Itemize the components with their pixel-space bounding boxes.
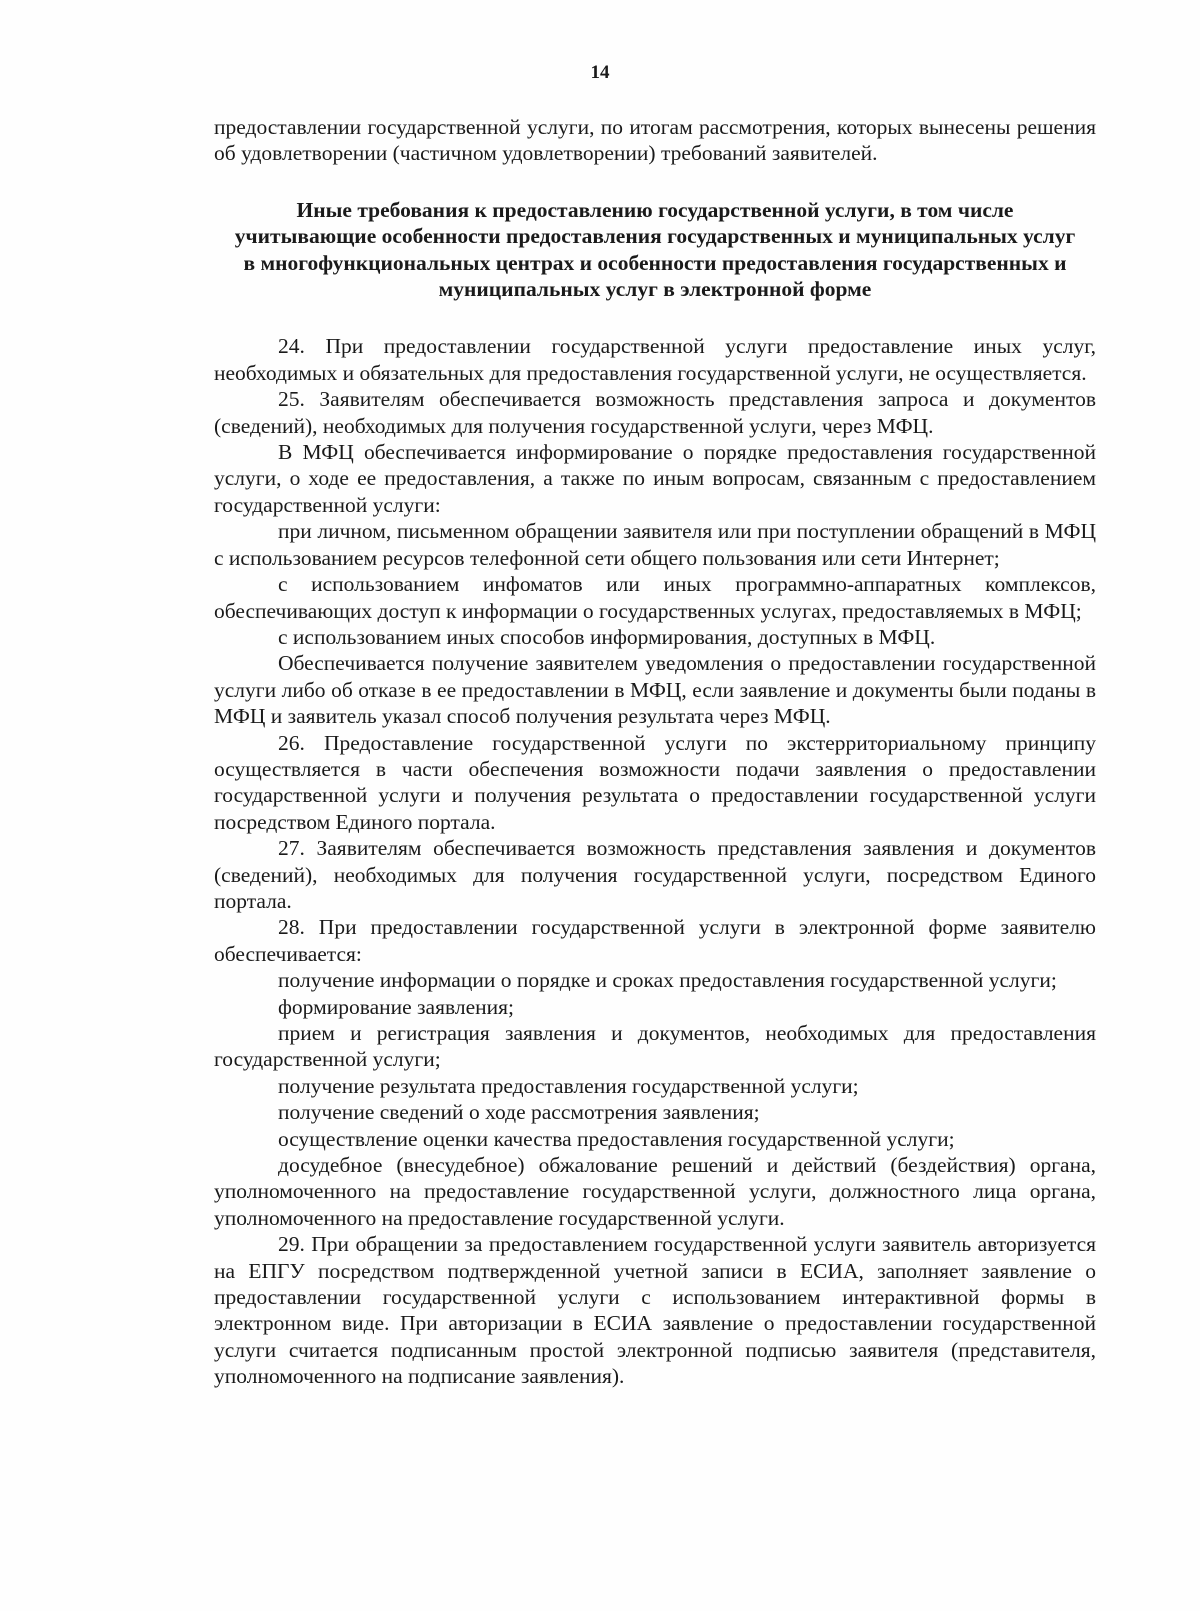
list-item-info-procedure: получение информации о порядке и сроках предоставления государственной услуги; bbox=[278, 968, 1057, 993]
list-item-registration: прием и регистрация заявления и документов, необходимых для предоставления государственной услуги; bbox=[214, 1021, 1096, 1072]
paragraph-28: 28. При предоставлении государственной услуги в электронной форме заявителю обеспечивается: bbox=[214, 915, 1096, 966]
list-item-personal-appeal: при личном, письменном обращении заявителя или при поступлении обращений в МФЦ с использованием ресурсов телефонной сети общего пользования или сети Интернет; bbox=[214, 519, 1096, 570]
list-item-infomats: с использованием инфоматов или иных программно-аппаратных комплексов, обеспечивающих доступ к информации о государственных услугах, предоставляемых в МФЦ; bbox=[214, 572, 1096, 623]
page-number: 14 bbox=[590, 62, 610, 83]
paragraph-25: 25. Заявителям обеспечивается возможность представления запроса и документов (сведений), необходимых для получения государственной услуги, через МФЦ. bbox=[214, 387, 1096, 438]
list-item-quality-assessment: осуществление оценки качества предоставления государственной услуги; bbox=[278, 1126, 955, 1151]
paragraph-27: 27. Заявителям обеспечивается возможность представления заявления и документов (сведений), необходимых для получения государственной услуги, посредством Единого портала. bbox=[214, 836, 1096, 913]
paragraph-mfc-informing: В МФЦ обеспечивается информирование о порядке предоставления государственной услуги, о ходе ее предоставления, а также по иным вопросам, связанным с предоставлением государственной услуги: bbox=[214, 440, 1096, 517]
paragraph-24: 24. При предоставлении государственной услуги предоставление иных услуг, необходимых и обязательных для предоставления государственной услуги, не осуществляется. bbox=[214, 334, 1096, 385]
list-item-result: получение результата предоставления государственной услуги; bbox=[278, 1073, 859, 1098]
list-item-form-application: формирование заявления; bbox=[278, 994, 514, 1019]
intro-paragraph: предоставлении государственной услуги, по итогам рассмотрения, которых вынесены решения об удовлетворении (частичном удовлетворении) требований заявителей. bbox=[214, 115, 1096, 166]
paragraph-notification: Обеспечивается получение заявителем уведомления о предоставлении государственной услуги либо об отказе в ее предоставлении в МФЦ, если заявление и документы были поданы в МФЦ и заявитель указал способ получения результата через МФЦ. bbox=[214, 651, 1096, 729]
list-item-progress: получение сведений о ходе рассмотрения заявления; bbox=[278, 1100, 760, 1125]
paragraph-26: 26. Предоставление государственной услуги по экстерриториальному принципу осуществляется в части обеспечения возможности подачи заявления о предоставлении государственной услуги и получения результата о предоставлении государственной услуги посредством Единого портала. bbox=[214, 730, 1096, 834]
paragraph-29: 29. При обращении за предоставлением государственной услуги заявитель авторизуется на ЕПГУ посредством подтвержденной учетной записи в ЕСИА, заполняет заявление о предоставлении государственной услуги с использованием интерактивной формы в электронном виде. При авторизации в ЕСИА заявление о предоставлении государственной услуги считается подписанным простой электронной подписью заявителя (представителя, уполномоченного на подписание заявления). bbox=[214, 1232, 1096, 1389]
section-heading: Иные требования к предоставлению государственной услуги, в том числе учитывающие особенности предоставления государственных и муниципальных услуг в многофункциональных центрах и особенности предоставления государственных и муниципальных услуг в электронной форме bbox=[234, 197, 1076, 302]
document-body bbox=[214, 114, 1096, 1390]
list-item-other-methods: с использованием иных способов информирования, доступных в МФЦ. bbox=[278, 624, 936, 649]
list-item-appeal: досудебное (внесудебное) обжалование решений и действий (бездействия) органа, уполномоченного на предоставление государственной услуги, должностного лица органа, уполномоченного на предоставление государственной услуги. bbox=[214, 1153, 1096, 1230]
